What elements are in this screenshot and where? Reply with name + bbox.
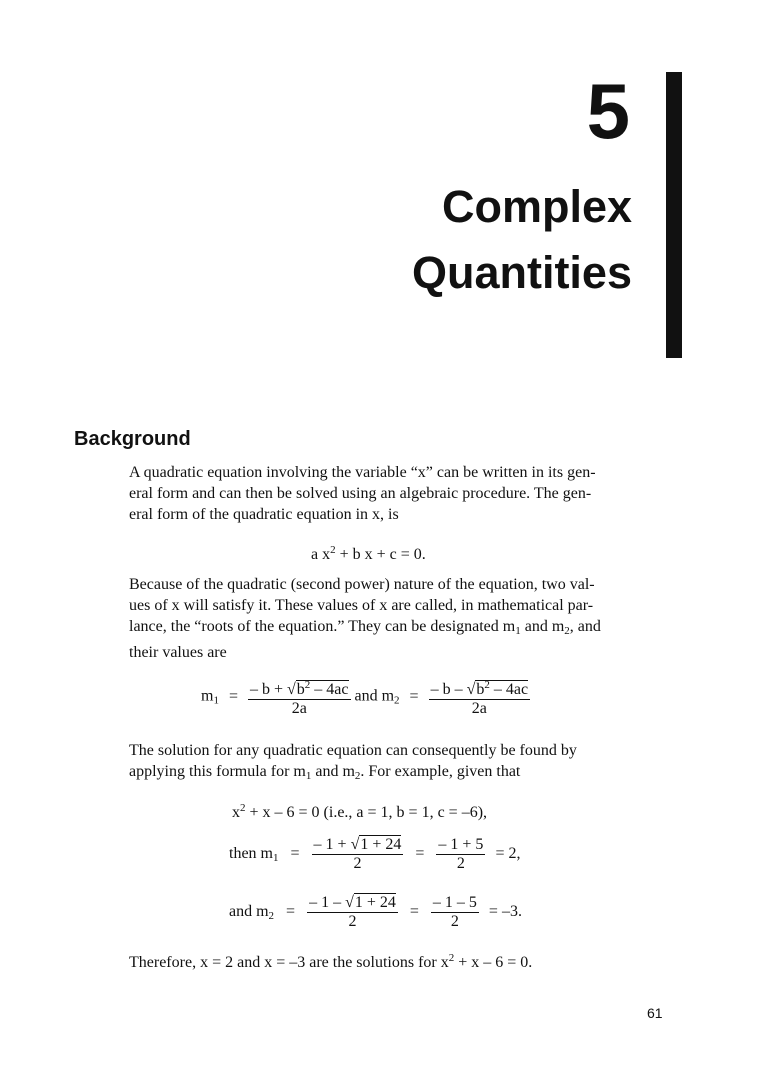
numerator: – 1 – √1 + 24 xyxy=(309,894,396,911)
general-equation xyxy=(311,544,426,564)
text-run: lance, the “roots of the equation.” They can be designated m xyxy=(129,618,516,635)
variable: m xyxy=(201,687,214,705)
fraction-m1 xyxy=(248,676,351,718)
paragraph-1-line: eral form and can then be solved using an algebraic procedure. The gen- xyxy=(129,485,592,502)
exponent: 2 xyxy=(304,679,311,691)
example-equation xyxy=(232,802,487,822)
paragraph-3-line: The solution for any quadratic equation can consequently be found by xyxy=(129,742,577,759)
equals-sign: = xyxy=(228,687,238,705)
exponent: 2 xyxy=(448,952,455,964)
fraction xyxy=(436,836,485,873)
fraction xyxy=(431,894,479,931)
paragraph-2-line: ues of x will satisfy it. These values of x are called, in mathematical par- xyxy=(129,597,594,614)
result: = 2, xyxy=(495,845,521,863)
paragraph-2 xyxy=(129,574,674,663)
m2-computation xyxy=(229,894,522,931)
conjunction: and m xyxy=(354,687,395,705)
equation-term: + b x + c = 0. xyxy=(335,546,426,563)
denominator: 2 xyxy=(353,855,362,872)
denominator: 2a xyxy=(471,700,487,717)
paragraph-2-line: their values are xyxy=(129,644,227,661)
subscript: 2 xyxy=(354,770,361,782)
equation-exponent: 2 xyxy=(330,544,336,556)
quadratic-formula xyxy=(201,676,530,718)
text-run: and m xyxy=(520,618,565,635)
numerator: – $b + √b^2 - 4ac$ xyxy=(248,676,351,700)
text-run: b xyxy=(476,681,485,698)
paragraph-3 xyxy=(129,740,674,787)
paragraph-2-line xyxy=(129,616,674,642)
fraction xyxy=(312,836,404,873)
chapter-number: 5 xyxy=(586,67,630,155)
text-run: b xyxy=(296,681,305,698)
text-run: – 1 + xyxy=(313,836,351,853)
result: = –3. xyxy=(488,903,522,921)
subscript: 1 xyxy=(213,694,219,707)
chapter-title-line1: Complex xyxy=(441,181,632,232)
text-run: x xyxy=(232,804,240,821)
paragraph-3-line xyxy=(129,761,674,787)
subscript: 1 xyxy=(515,625,521,637)
text-run: – b – xyxy=(430,681,467,698)
paragraph-2-line: Because of the quadratic (second power) nature of the equation, two val- xyxy=(129,576,595,593)
equals-sign: = xyxy=(286,903,296,921)
equals-sign: = xyxy=(290,845,300,863)
paragraph-1-line: eral form of the quadratic equation in x, is xyxy=(129,506,399,523)
text-run: – b + xyxy=(249,681,288,698)
m1-computation xyxy=(229,836,520,873)
equals-sign: = xyxy=(415,845,425,863)
subscript: 1 xyxy=(273,852,279,865)
text-run: – 1 – xyxy=(309,894,346,911)
subscript: 1 xyxy=(305,770,312,782)
radical: 1 + 24 xyxy=(354,894,396,911)
exponent: 2 xyxy=(240,802,246,814)
equation-term: a x xyxy=(311,546,331,563)
numerator: – 1 – 5 xyxy=(432,894,477,911)
denominator: 2 xyxy=(456,855,465,872)
radical xyxy=(296,680,349,698)
text-run: Therefore, x = 2 and x = –3 are the solutions for x xyxy=(129,954,449,971)
text-run: . For example, given that xyxy=(360,763,521,780)
subscript: 2 xyxy=(564,625,570,637)
numerator: – b – $√b^2 - 4ac$ xyxy=(429,676,530,700)
radical: 1 + 24 xyxy=(360,836,402,853)
text-run: applying this formula for m xyxy=(129,763,306,780)
chapter-bar xyxy=(666,72,682,358)
subscript: 2 xyxy=(394,694,400,707)
text-run: and m xyxy=(229,903,269,921)
paragraph-1-line: A quadratic equation involving the variable “x” can be written in its gen- xyxy=(129,464,596,481)
numerator: – 1 + 5 xyxy=(438,836,484,853)
denominator: 2 xyxy=(348,913,357,930)
text-run: – 4ac xyxy=(310,681,349,698)
page-number: 61 xyxy=(647,1005,663,1021)
equals-sign: = xyxy=(409,903,419,921)
paragraph-4 xyxy=(129,948,674,973)
paragraph-4-line xyxy=(129,948,674,973)
text-run: – 4ac xyxy=(489,681,529,698)
subscript: 2 xyxy=(268,910,275,923)
text-run: then m xyxy=(229,845,273,863)
chapter-title-line2: Quantities xyxy=(411,247,632,298)
radical xyxy=(475,680,528,698)
text-run: , and xyxy=(569,618,601,635)
equals-sign: = xyxy=(409,687,419,705)
section-heading: Background xyxy=(74,428,191,450)
numerator: – 1 + √1 + 24 xyxy=(313,836,402,853)
fraction-m2 xyxy=(429,676,530,718)
fraction xyxy=(307,894,398,931)
exponent: 2 xyxy=(484,679,490,691)
denominator: 2 xyxy=(450,913,459,930)
text-run: + x – 6 = 0. xyxy=(454,954,533,971)
text-run: + x – 6 = 0 (i.e., a = 1, b = 1, c = –6), xyxy=(245,804,488,821)
denominator: 2a xyxy=(291,700,307,717)
paragraph-1 xyxy=(129,462,674,525)
text-run: and m xyxy=(311,763,355,780)
